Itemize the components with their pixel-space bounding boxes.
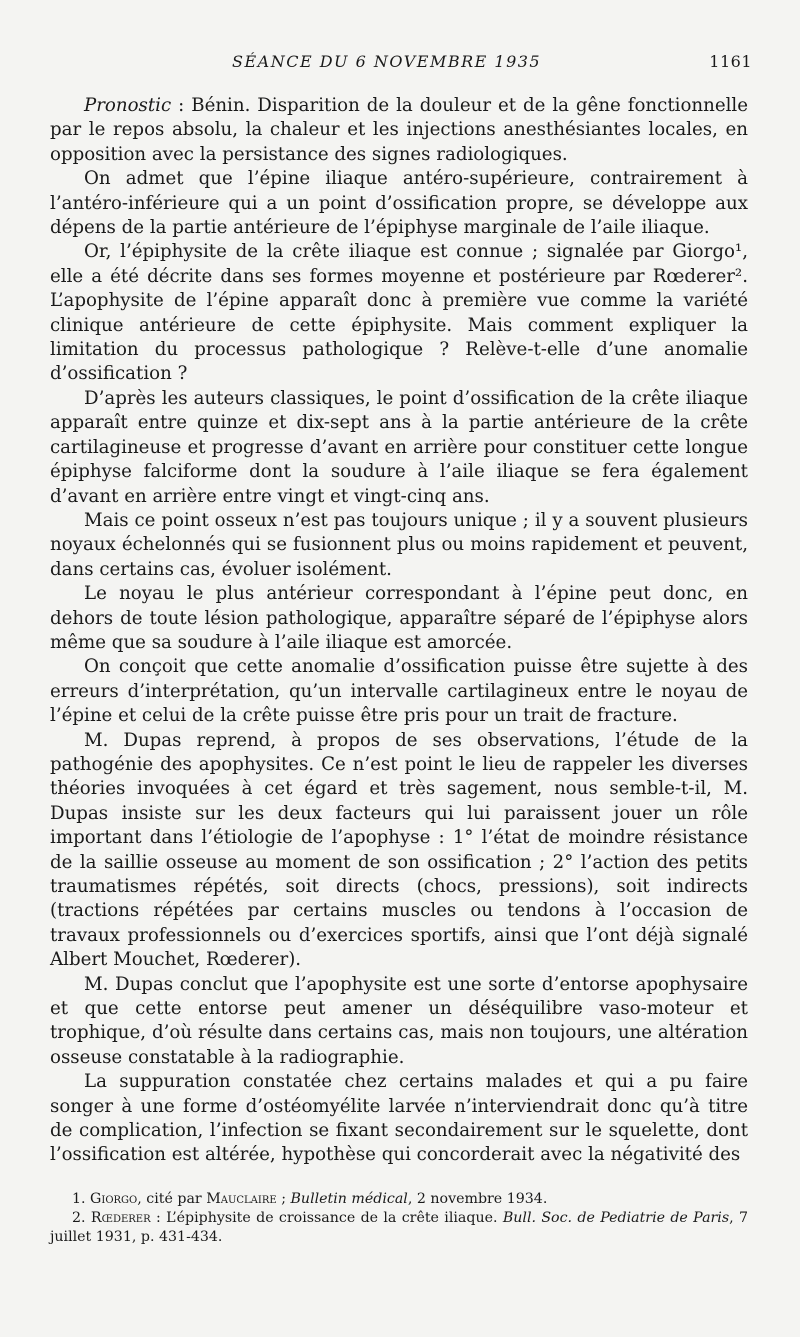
footnote-author: Mauclaire xyxy=(206,1191,277,1207)
footnote: 2. Rœderer : L’épiphysite de croissance de la crête iliaque. Bull. Soc. de Pediatrie de Paris, 7 juillet 1931, p. 431-434. xyxy=(50,1210,749,1245)
paragraph: Or, l’épiphysite de la crête iliaque est connue ; signalée par Giorgo¹, elle a été décrite dans ses formes moyenne et postérieure par Rœderer². L’apophysite de l’épine apparaît donc à première vue comme la variété clinique antérieure de cette épiphysite. Mais comment expliquer la limitation du processus pathologique ? Relève-t-elle d’une anomalie d’ossification ? xyxy=(50,241,748,385)
paragraph: M. Dupas reprend, à propos de ses observations, l’étude de la pathogénie des apophysites. Ce n’est point le lieu de rappeler les diverses théories invoquées à cet égard et très sagement, nous semble-t-il, M. Dupas insiste sur les deux facteurs qui lui paraissent jouer un rôle important dans l’étiologie de l’apophyse : 1° l’état de moindre résistance de la saillie osseuse au moment de son ossification ; 2° l’action des petits traumatismes répétés, soit directs (chocs, pressions), soit indirects (tractions répétées par certains muscles ou tendons à l’occasion de travaux professionnels ou d’exercices sportifs, ainsi que l’ont déjà signalé Albert Mouchet, Rœderer). xyxy=(50,729,748,971)
header-title: SÉANCE DU 6 NOVEMBRE 1935 xyxy=(232,52,542,71)
footnote-journal: Bulletin médical xyxy=(290,1191,408,1207)
footnote-author: Rœderer xyxy=(90,1210,151,1226)
page-number: 1161 xyxy=(709,52,752,71)
running-header xyxy=(232,52,752,71)
paragraph: Le noyau le plus antérieur correspondant à l’épine peut donc, en dehors de toute lésion pathologique, apparaître séparé de l’épiphyse alors même que sa soudure à l’aile iliaque est amorcée. xyxy=(50,583,748,653)
paragraph: On conçoit que cette anomalie d’ossification puisse être sujette à des erreurs d’interprétation, qu’un intervalle cartilagineux entre le noyau de l’épine et celui de la crête puisse être pris pour un trait de fracture. xyxy=(50,656,748,727)
footnote: 1. Giorgo, cité par Mauclaire ; Bulletin médical, 2 novembre 1934. xyxy=(72,1191,548,1207)
paragraph: M. Dupas conclut que l’apophysite est une sorte d’entorse apophysaire et que cette entorse peut amener un déséquilibre vaso-moteur et trophique, d’où résulte dans certains cas, mais non toujours, une altération osseuse constatable à la radiographie. xyxy=(50,973,748,1068)
footnotes xyxy=(50,1190,748,1247)
paragraph: Mais ce point osseux n’est pas toujours unique ; il y a souvent plusieurs noyaux échelonnés qui se fusionnent plus ou moins rapidement et peuvent, dans certains cas, évoluer isolément. xyxy=(50,509,748,580)
paragraph: La suppuration constatée chez certains malades et qui a pu faire songer à une forme d’ostéomyélite larvée n’interviendrait donc qu’à titre de complication, l’infection se fixant secondairement sur le squelette, dont l’ossification est altérée, hypothèse qui concorderait avec la négativité des xyxy=(50,1071,748,1166)
paragraph: On admet que l’épine iliaque antéro-supérieure, contrairement à l’antéro-inférieure qui a un point d’ossification propre, se développe aux dépens de la partie antérieure de l’épiphyse marginale de l’aile iliaque. xyxy=(50,168,748,239)
paragraph: D’après les auteurs classiques, le point d’ossification de la crête iliaque apparaît entre quinze et dix-sept ans à la partie antérieure de la crête cartilagineuse et progresse d’avant en arrière pour constituer cette longue épiphyse falciforme dont la soudure à l’aile iliaque se fera également d’avant en arrière entre vingt et vingt-cinq ans. xyxy=(50,387,748,507)
paragraph-lead: Pronostic xyxy=(84,95,172,116)
body-text xyxy=(50,94,748,1168)
paragraph: Pronostic : Bénin. Disparition de la douleur et de la gêne fonctionnelle par le repos absolu, la chaleur et les injections anesthésiantes locales, en opposition avec la persistance des signes radiologiques. xyxy=(50,95,748,165)
footnote-journal: Bull. Soc. de Pediatrie de Paris xyxy=(502,1210,730,1226)
footnote-author: Giorgo xyxy=(90,1191,138,1207)
